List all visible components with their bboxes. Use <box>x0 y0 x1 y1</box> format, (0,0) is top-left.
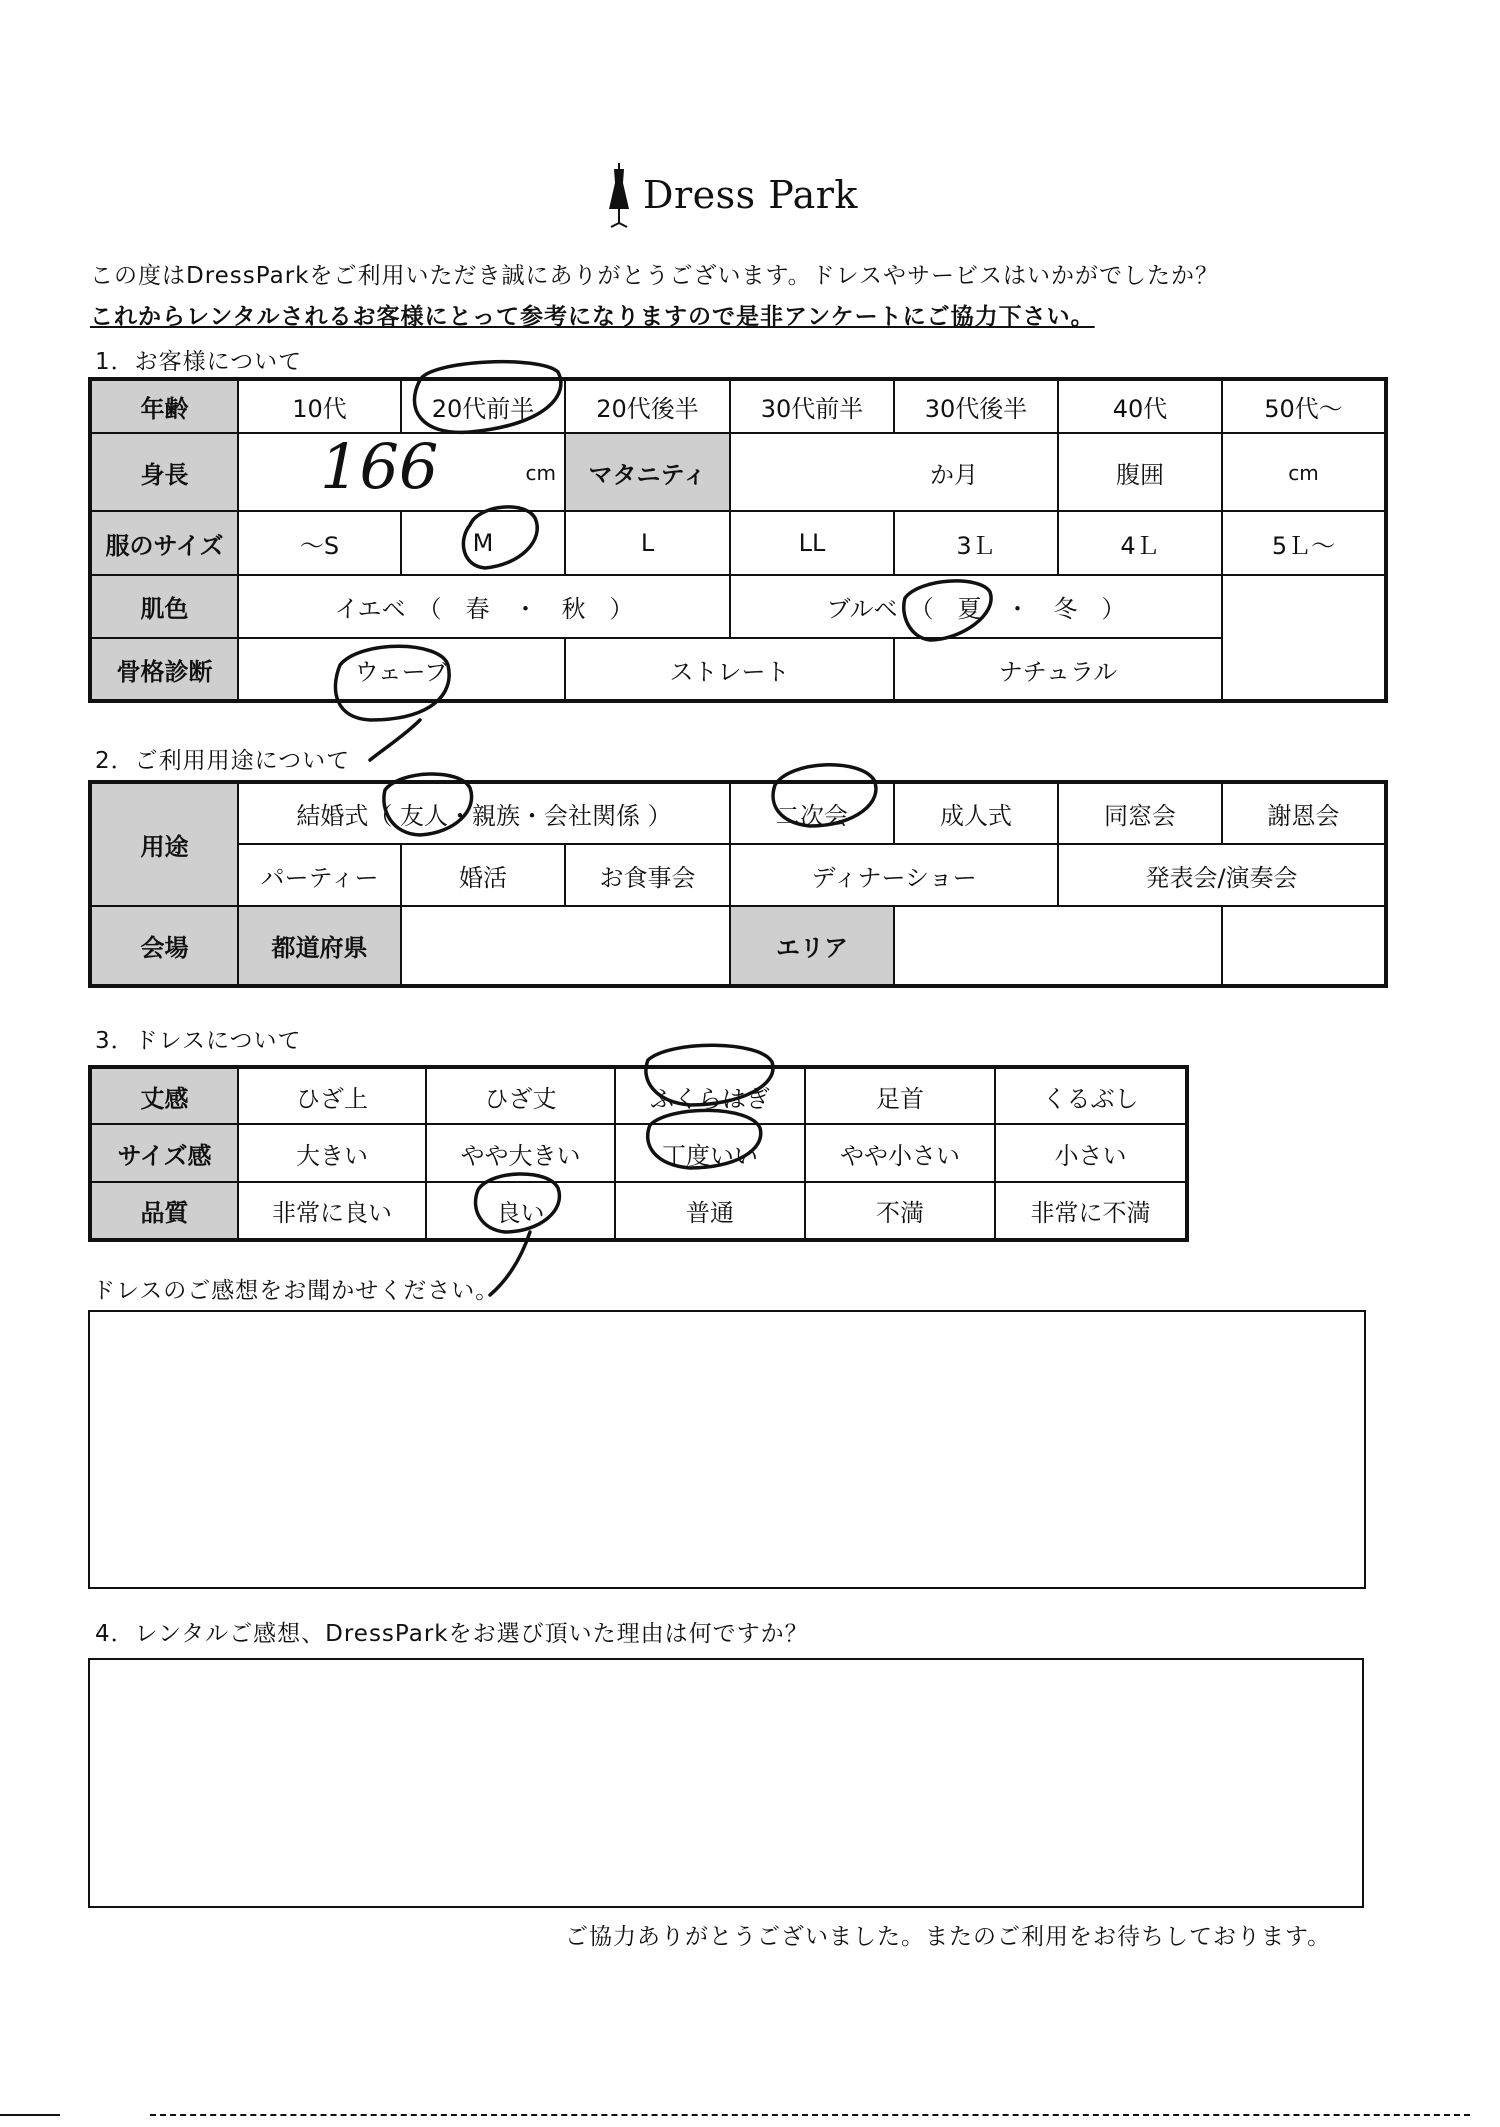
usage-option-selected[interactable]: 二次会 <box>730 782 894 844</box>
maternity-label: マタニティ <box>565 433 730 511</box>
fit-option[interactable]: 大きい <box>238 1124 426 1182</box>
size-header: 服のサイズ <box>90 511 238 575</box>
intro-text: この度はDressParkをご利用いただき誠にありがとうございます。ドレスやサービスはいかがでしたか？ <box>90 263 1219 289</box>
body-type-option-selected[interactable]: ウェーブ <box>238 638 565 701</box>
age-option[interactable]: 40代 <box>1058 379 1222 433</box>
length-option[interactable]: ひざ上 <box>238 1067 426 1124</box>
handwritten-height: 166 <box>320 430 439 503</box>
scan-edge-line <box>0 2114 60 2116</box>
usage-option[interactable]: 婚活 <box>401 844 565 906</box>
size-option[interactable]: L <box>565 511 730 575</box>
length-option[interactable]: ひざ丈 <box>426 1067 615 1124</box>
length-option-selected[interactable]: ふくらはぎ <box>615 1067 805 1124</box>
quality-option[interactable]: 普通 <box>615 1182 805 1240</box>
venue-header: 会場 <box>90 906 238 986</box>
waist-unit: cm <box>1288 461 1319 485</box>
usage-row-1 <box>90 782 1386 844</box>
section4-title: 4．レンタルご感想、DressParkをお選び頂いた理由は何ですか？ <box>95 1621 809 1647</box>
usage-option[interactable]: ディナーショー <box>730 844 1058 906</box>
usage-option[interactable]: お食事会 <box>565 844 730 906</box>
fit-option-selected[interactable]: 丁度いい <box>615 1124 805 1182</box>
area-field[interactable] <box>894 906 1222 986</box>
quality-row <box>90 1182 1187 1240</box>
quality-option[interactable]: 非常に不満 <box>995 1182 1187 1240</box>
body-type-option[interactable]: ストレート <box>565 638 894 701</box>
dress-mannequin-icon <box>605 161 633 229</box>
age-option[interactable]: 10代 <box>238 379 401 433</box>
size-option[interactable]: ～S <box>238 511 401 575</box>
length-header: 丈感 <box>90 1067 238 1124</box>
wedding-option[interactable]: 結婚式（ 友人・親族・会社関係 ） <box>238 782 730 844</box>
length-option[interactable]: 足首 <box>805 1067 995 1124</box>
months-label: か月 <box>930 460 978 489</box>
body-type-option[interactable]: ナチュラル <box>894 638 1222 701</box>
rental-reason-box[interactable] <box>88 1658 1364 1908</box>
customer-info-table <box>88 377 1388 703</box>
usage-option[interactable]: 謝恩会 <box>1222 782 1386 844</box>
age-option-selected[interactable]: 20代前半 <box>401 379 565 433</box>
scan-edge-line <box>150 2114 1470 2116</box>
usage-header: 用途 <box>90 782 238 906</box>
section3-title: 3．ドレスについて <box>95 1028 302 1054</box>
usage-option[interactable]: パーティー <box>238 844 401 906</box>
age-row <box>90 379 1386 433</box>
body-type-header: 骨格診断 <box>90 638 238 701</box>
age-option[interactable]: 20代後半 <box>565 379 730 433</box>
waist-label: 腹囲 <box>1058 433 1222 511</box>
size-option[interactable]: 3Ｌ <box>894 511 1058 575</box>
venue-row <box>90 906 1386 986</box>
body-type-row <box>90 638 1386 701</box>
length-row <box>90 1067 1187 1124</box>
fit-row <box>90 1124 1187 1182</box>
area-label: エリア <box>730 906 894 986</box>
brand-name: Dress Park <box>643 173 858 217</box>
quality-option[interactable]: 非常に良い <box>238 1182 426 1240</box>
prefecture-field[interactable] <box>401 906 730 986</box>
brand-logo <box>605 160 865 230</box>
size-option[interactable]: 4Ｌ <box>1058 511 1222 575</box>
skin-tone-row <box>90 575 1386 638</box>
fit-option[interactable]: 小さい <box>995 1124 1187 1182</box>
section2-title: 2．ご利用用途について <box>95 748 351 774</box>
height-row <box>90 433 1386 511</box>
quality-option[interactable]: 不満 <box>805 1182 995 1240</box>
usage-row-2 <box>90 844 1386 906</box>
usage-option[interactable]: 同窓会 <box>1058 782 1222 844</box>
age-option[interactable]: 30代後半 <box>894 379 1058 433</box>
prefecture-label: 都道府県 <box>238 906 401 986</box>
size-option-selected[interactable]: M <box>401 511 565 575</box>
length-option[interactable]: くるぶし <box>995 1067 1187 1124</box>
intro-request: これからレンタルされるお客様にとって参考になりますので是非アンケートにご協力下さい。 <box>90 304 1095 330</box>
height-unit: cm <box>525 461 556 485</box>
skin-tone-header: 肌色 <box>90 575 238 638</box>
age-option[interactable]: 30代前半 <box>730 379 894 433</box>
size-row <box>90 511 1386 575</box>
yellow-base-option[interactable]: イエベ （ 春 ・ 秋 ） <box>238 575 730 638</box>
dress-comment-prompt: ドレスのご感想をお聞かせください。 <box>92 1278 500 1304</box>
size-option[interactable]: LL <box>730 511 894 575</box>
dress-comment-box[interactable] <box>88 1310 1366 1589</box>
maternity-months-field[interactable] <box>730 433 1058 511</box>
quality-header: 品質 <box>90 1182 238 1240</box>
blank-cell <box>1222 638 1386 701</box>
section1-title: 1．お客様について <box>95 349 303 375</box>
age-header: 年齢 <box>90 379 238 433</box>
closing-message: ご協力ありがとうございました。またのご利用をお待ちしております。 <box>565 1924 1332 1950</box>
usage-option[interactable]: 発表会/演奏会 <box>1058 844 1386 906</box>
age-option[interactable]: 50代～ <box>1222 379 1386 433</box>
usage-table <box>88 780 1388 988</box>
fit-header: サイズ感 <box>90 1124 238 1182</box>
waist-field[interactable] <box>1222 433 1386 511</box>
quality-option-selected[interactable]: 良い <box>426 1182 615 1240</box>
size-option[interactable]: 5Ｌ～ <box>1222 511 1386 575</box>
blank-cell <box>1222 906 1386 986</box>
height-header: 身長 <box>90 433 238 511</box>
usage-option[interactable]: 成人式 <box>894 782 1058 844</box>
fit-option[interactable]: やや大きい <box>426 1124 615 1182</box>
dress-table <box>88 1065 1189 1242</box>
blank-cell <box>1222 575 1386 638</box>
fit-option[interactable]: やや小さい <box>805 1124 995 1182</box>
blue-base-option[interactable]: ブルベ （ 夏 ・ 冬 ） <box>730 575 1222 638</box>
